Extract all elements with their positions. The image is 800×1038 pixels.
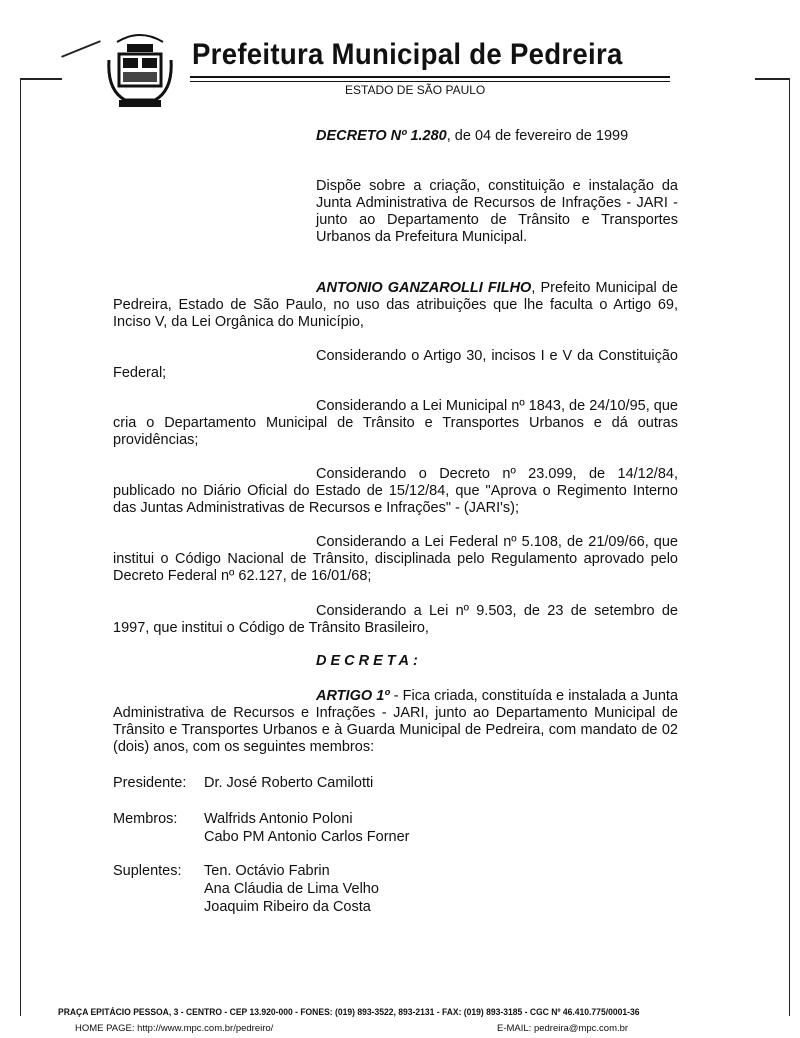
considerando-5: Considerando a Lei nº 9.503, de 23 de setembro de 1997, que institui o Código de Trânsito Brasileiro, (113, 603, 678, 636)
page-subtitle: ESTADO DE SÃO PAULO (345, 83, 486, 97)
considerando-2: Considerando a Lei Municipal nº 1843, de 24/10/95, que cria o Departamento Municipal de Trânsito e Transportes Urbanos e dá outras providências; (113, 398, 678, 448)
decree-date: , de 04 de fevereiro de 1999 (446, 128, 629, 144)
decree-number: DECRETO Nº 1.280 (316, 128, 447, 144)
member-name: Cabo PM Antonio Carlos Forner (204, 829, 410, 845)
page-title: Prefeitura Municipal de Pedreira (192, 38, 623, 71)
considerando-1: Considerando o Artigo 30, incisos I e V da Constituição Federal; (113, 348, 678, 381)
decreta-heading: DECRETA: (316, 653, 422, 669)
decree-heading (316, 128, 678, 145)
decree-summary: Dispõe sobre a criação, constituição e instalação da Junta Administrativa de Recursos de Infrações - JARI - junto ao Departamento de Trânsito e Transportes Urbanos da Prefeitura Municipal. (316, 178, 678, 245)
article-text: - Fica criada, constituída e instalada a Junta Administrativa de Recursos e Infrações - JARI, junto ao Departamento Municipal de Trânsito e Transportes Urbanos e à Guarda Municipal de Pedreira, com mandato de 02 (dois) anos, com os seguintes membros: (113, 688, 679, 755)
decree-intro (113, 280, 678, 331)
intro-text: , Prefeito Municipal de Pedreira, Estado de São Paulo, no uso das atribuições que lhe faculta o Artigo 69, Inciso V, da Lei Orgânica do Município, (113, 280, 678, 330)
members-label: Membros: (113, 811, 178, 827)
substitute-name: Ana Cláudia de Lima Velho (204, 881, 379, 897)
substitutes-label: Suplentes: (113, 863, 182, 879)
title-underline (190, 76, 670, 82)
footer-homepage: HOME PAGE: http://www.mpc.com.br/pedreiro/ (75, 1023, 274, 1034)
article-1 (113, 688, 678, 756)
substitute-name: Ten. Octávio Fabrin (204, 863, 330, 879)
footer-address: PRAÇA EPITÁCIO PESSOA, 3 - CENTRO - CEP 13.920-000 - FONES: (019) 893-3522, 893-2131 - FAX: (019) 893-3185 - CGC Nº 46.410.775/0001-36 (58, 1007, 640, 1018)
divider (755, 78, 790, 80)
president-label: Presidente: (113, 775, 187, 791)
article-label: ARTIGO 1º (316, 688, 390, 704)
mayor-name: ANTONIO GANZAROLLI FILHO (316, 280, 532, 296)
city-crest-logo (105, 30, 175, 112)
footer-email: E-MAIL: pedreira@mpc.com.br (497, 1023, 629, 1034)
considerando-3: Considerando o Decreto nº 23.099, de 14/12/84, publicado no Diário Oficial do Estado de 15/12/84, que "Aprova o Regimento Interno das Juntas Administrativas de Recursos e Infrações" - (JARI's); (113, 466, 678, 516)
member-name: Walfrids Antonio Poloni (204, 811, 353, 827)
pen-mark (61, 40, 101, 58)
president-name: Dr. José Roberto Camilotti (204, 775, 374, 791)
divider (20, 78, 62, 80)
substitute-name: Joaquim Ribeiro da Costa (204, 899, 371, 915)
considerando-4: Considerando a Lei Federal nº 5.108, de 21/09/66, que institui o Código Nacional de Trânsito, disciplinada pelo Regulamento aprovado pelo Decreto Federal nº 62.127, de 16/01/68; (113, 534, 678, 584)
